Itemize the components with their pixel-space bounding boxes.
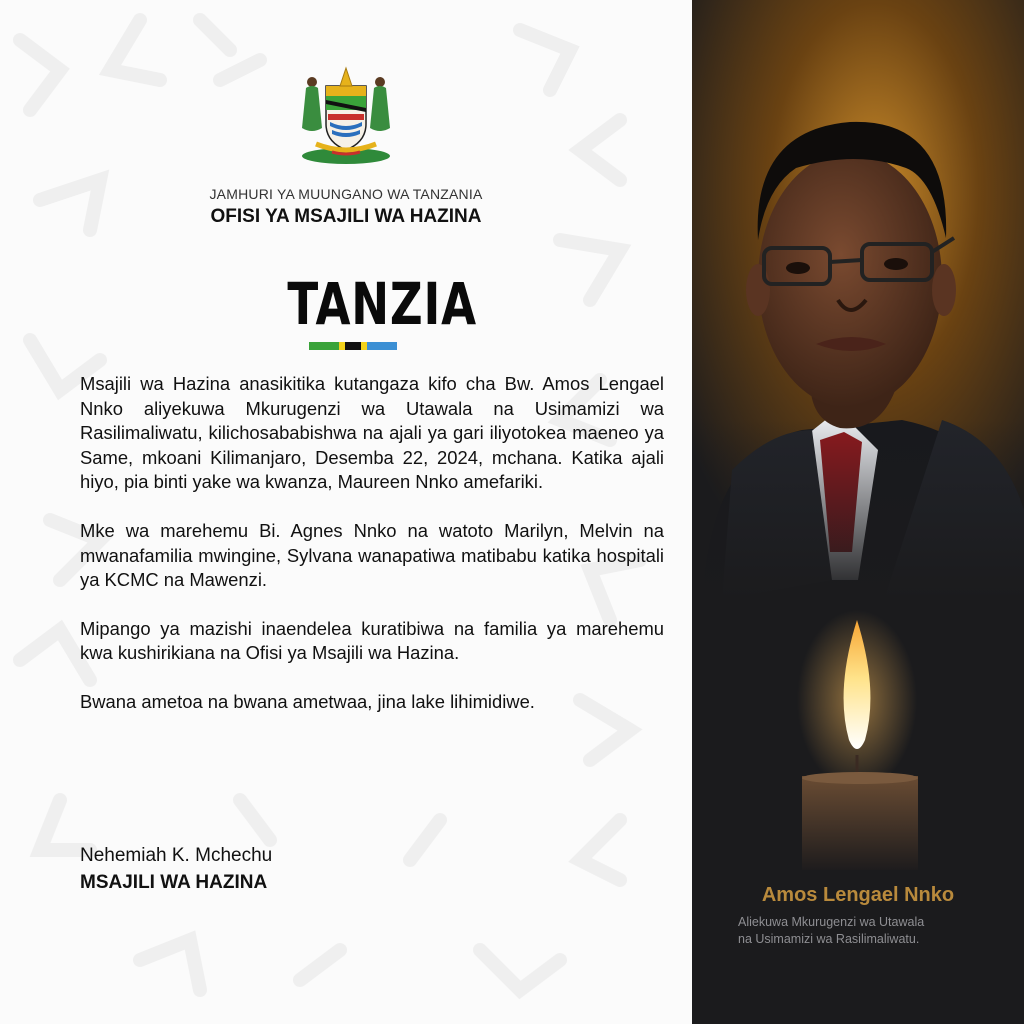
deceased-role-line2: na Usimamizi wa Rasilimaliwatu. — [738, 932, 920, 946]
paragraph: Mipango ya mazishi inaendelea kuratibiwa na familia ya marehemu kwa kushirikiana na Ofisi ya Msajili wa Hazina. — [80, 617, 664, 664]
country-name: JAMHURI YA MUUNGANO WA TANZANIA — [209, 186, 483, 202]
candle-icon — [792, 590, 922, 870]
signatory-name: Nehemiah K. Mchechu — [80, 845, 273, 866]
flag-stripe-green — [309, 342, 339, 350]
portrait-photo — [692, 0, 1024, 600]
flag-color-bar — [309, 342, 397, 350]
flag-stripe-black — [345, 342, 361, 350]
deceased-role-line1: Aliekuwa Mkurugenzi wa Utawala — [738, 915, 925, 929]
office-name: OFISI YA MSAJILI WA HAZINA — [210, 206, 482, 227]
memorial-panel — [692, 0, 1024, 1024]
paragraph: Bwana ametoa na bwana ametwaa, jina lake lihimidiwe. — [80, 690, 535, 712]
paragraph: Msajili wa Hazina anasikitika kutangaza kifo cha Bw. Amos Lengael Nnko aliyekuwa Mkurugenzi wa Utawala na Usimamizi wa Rasilimaliwatu, kilichosababishwa na ajali ya gari iliyotokea maeneo ya Same, mkoani Kilimanjaro, Desemba 22, 2024, mchana. Katika ajali hiyo, pia binti yake wa kwanza, Maureen Nnko amefariki. — [80, 373, 664, 493]
paragraph: Mke wa marehemu Bi. Agnes Nnko na watoto Marilyn, Melvin na mwanafamilia mwingine, Sylvana wanapatiwa matibabu katika hospitali ya KCMC na Mawenzi. — [80, 519, 664, 591]
flag-stripe-blue — [367, 342, 397, 350]
page-title: TANZIA — [287, 270, 477, 338]
tanzania-coat-of-arms-icon — [292, 56, 400, 168]
announcement-body — [80, 372, 664, 739]
deceased-name: Amos Lengael Nnko — [761, 884, 955, 906]
signatory-title: MSAJILI WA HAZINA — [80, 872, 268, 893]
